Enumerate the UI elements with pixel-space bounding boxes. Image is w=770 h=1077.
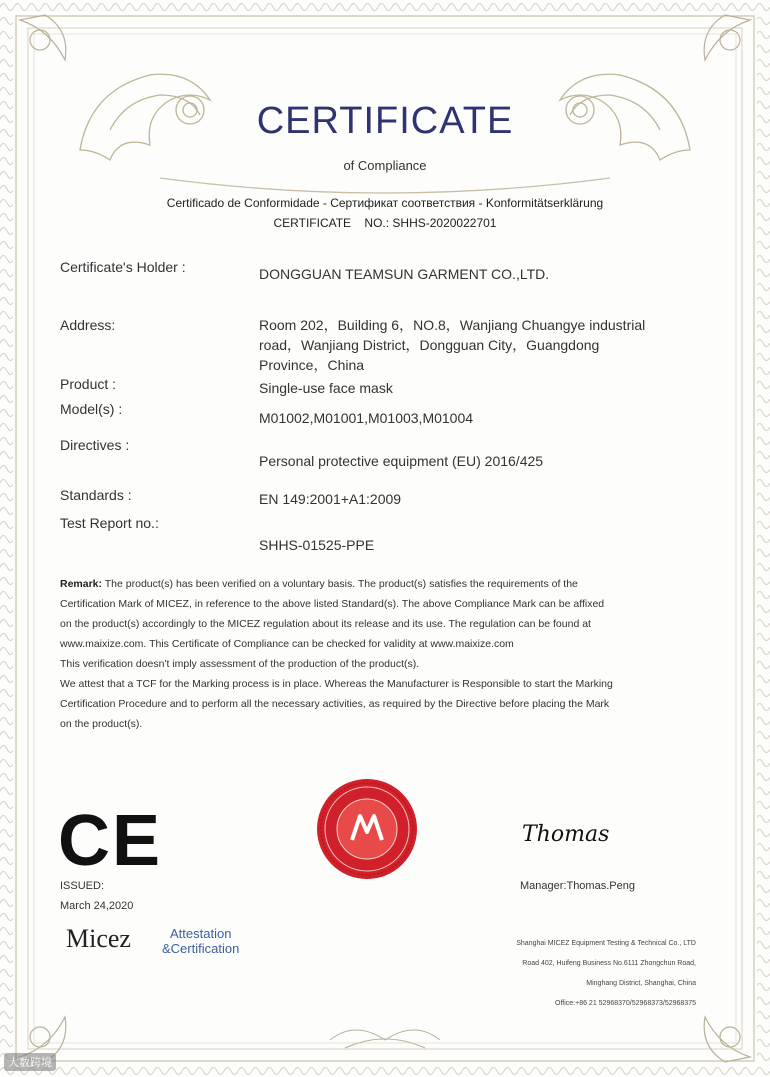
certificate-number: CERTIFICATE NO.: SHHS-2020022701 <box>273 216 497 230</box>
ce-mark: CE <box>58 801 163 881</box>
remark-block <box>60 574 730 734</box>
company-address-line: Shanghai MICEZ Equipment Testing & Technical Co., LTD <box>516 940 696 947</box>
issued-date: March 24,2020 <box>60 900 134 912</box>
remark-line: on the product(s) accordingly to the MICEZ regulation about its release and its use. The regulation can be found at <box>60 618 591 630</box>
model-value: M01002,M01001,M01003,M01004 <box>259 410 474 426</box>
brand-sub-1: Attestation <box>170 926 232 941</box>
micez-logo: Micez <box>66 924 131 953</box>
product-value: Single-use face mask <box>259 380 393 396</box>
product-label: Product : <box>60 376 117 392</box>
manager-name: Manager:Thomas.Peng <box>520 880 635 892</box>
remark-line: Certification Procedure and to perform all the necessary activities, as required by the Directive before placing the Mark <box>60 698 610 710</box>
holder-value: DONGGUAN TEAMSUN GARMENT CO.,LTD. <box>259 266 550 282</box>
company-address-line: Road 402, Huifeng Business No.6111 Zhongchun Road, <box>522 960 696 967</box>
remark-label: Remark: <box>60 578 103 590</box>
standards-value: EN 149:2001+A1:2009 <box>259 491 402 507</box>
remark-line: This verification doesn't imply assessment of the production of the product(s). <box>60 658 420 670</box>
standards-label: Standards : <box>60 487 132 503</box>
issued-label: ISSUED: <box>60 880 105 892</box>
test-report-value: SHHS-01525-PPE <box>259 537 375 553</box>
test-report-label: Test Report no.: <box>60 515 159 531</box>
remark-line: www.maixize.com. This Certificate of Compliance can be checked for validity at www.maixize.com <box>60 638 514 650</box>
company-address-line: Minghang District, Shanghai, China <box>586 980 696 987</box>
remark-line: Certification Mark of MICEZ, in reference to the above listed Standard(s). The above Compliance Mark can be affixed <box>60 598 605 610</box>
model-label: Model(s) : <box>60 401 123 417</box>
address-line-2: road，Wanjiang District，Dongguan City，Guangdong <box>259 337 600 353</box>
watermark: 大数跨境 <box>4 1053 56 1071</box>
certificate-title: CERTIFICATE <box>256 100 514 142</box>
red-seal-icon <box>314 776 420 882</box>
multilingual-title: Certificado de Conformidade - Сертификат соответствия - Konformitätserklärung <box>166 196 604 210</box>
remark-line: We attest that a TCF for the Marking process is in place. Whereas the Manufacturer is Responsible to start the Marking <box>60 678 613 690</box>
address-line-1: Room 202，Building 6，NO.8，Wanjiang Chuangye industrial <box>259 317 646 333</box>
address-label: Address: <box>60 317 116 333</box>
remark-line: on the product(s). <box>60 718 143 730</box>
signature: Thomas <box>522 822 610 847</box>
remark-line: The product(s) has been verified on a voluntary basis. The product(s) satisfies the requirements of the <box>102 578 578 590</box>
address-line-3: Province，China <box>259 357 365 373</box>
company-address-line: Office:+86 21 52968370/52968373/52968375 <box>555 1000 696 1007</box>
brand-sub-2: &Certification <box>162 941 240 956</box>
directives-value: Personal protective equipment (EU) 2016/425 <box>259 453 544 469</box>
micez-logo-subtitle <box>162 926 239 956</box>
certificate-subtitle: of Compliance <box>343 158 427 173</box>
directives-label: Directives : <box>60 437 130 453</box>
holder-label: Certificate's Holder : <box>60 259 186 275</box>
